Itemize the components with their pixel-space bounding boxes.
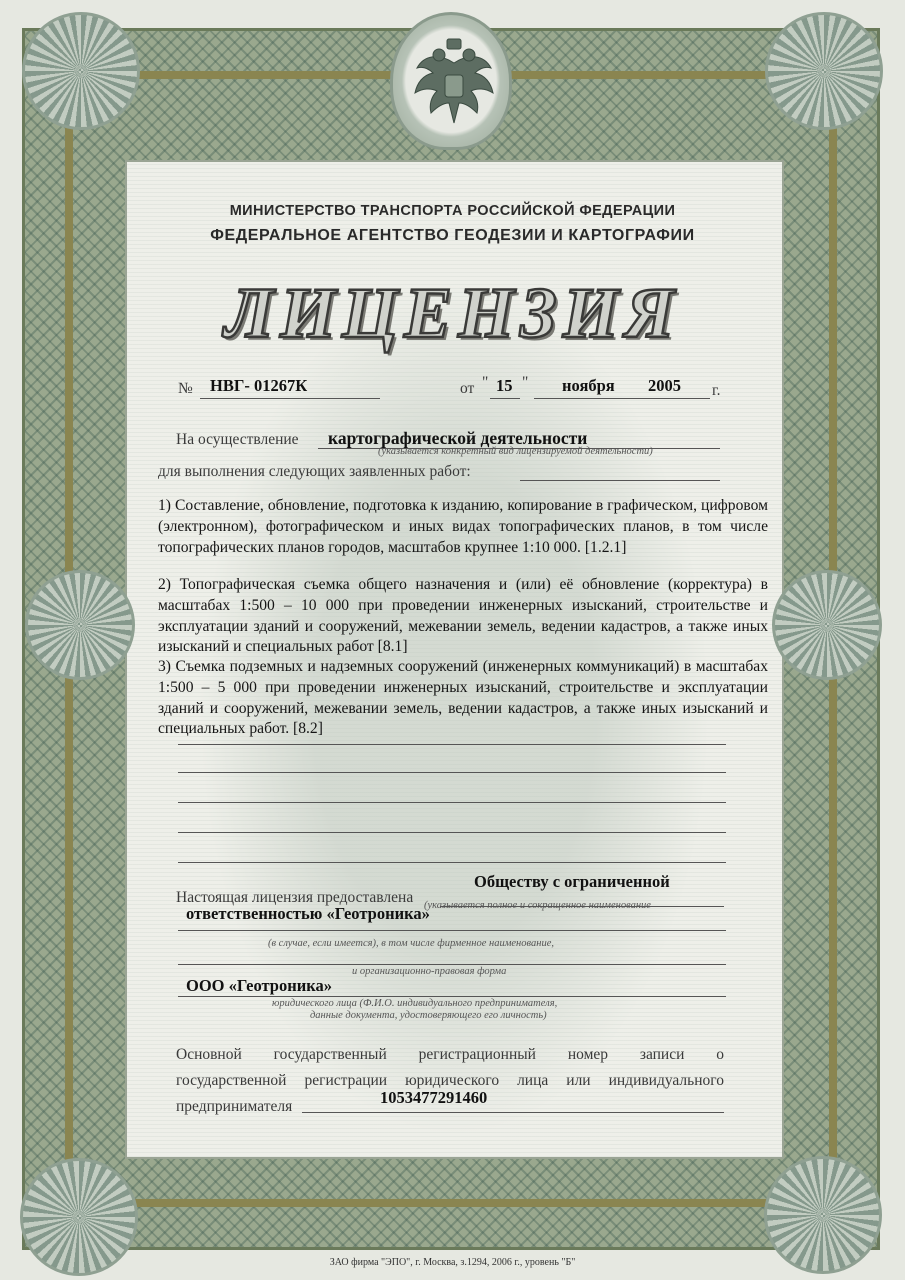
registration-label-3: предпринимателя	[176, 1098, 293, 1115]
document-title: ЛИЦЕНЗИЯ	[224, 273, 681, 353]
agency-title: ФЕДЕРАЛЬНОЕ АГЕНТСТВО ГЕОДЕЗИИ И КАРТОГРАФИИ	[210, 227, 695, 244]
blank-line-5	[178, 862, 726, 863]
day-underline	[490, 398, 520, 399]
grantee-name-line2: ответственностью «Геотроника»	[186, 904, 430, 923]
ministry-title: МИНИСТЕРСТВО ТРАНСПОРТА РОССИЙСКОЙ ФЕДЕРАЦИИ	[229, 203, 676, 219]
works-list-2	[158, 575, 768, 658]
grantee-underline-2	[178, 930, 726, 931]
number-underline	[200, 398, 380, 399]
registration-label-1-text: Основной государственный регистрационный номер записи о	[176, 1046, 724, 1063]
blank-line-2	[178, 772, 726, 773]
grantee-short-name: ООО «Геотроника»	[186, 976, 332, 995]
number-label: №	[178, 380, 193, 397]
grantee-underline-4	[178, 996, 726, 997]
activity-label: На осуществление	[176, 431, 299, 448]
activity-hint: (указывается конкретный вид лицензируемой деятельности)	[378, 446, 653, 457]
date-from-label: от	[460, 380, 475, 397]
works-intro-underline	[520, 480, 720, 481]
work-item-2: 2) Топографическая съемка общего назначения и (или) её обновление (корректура) в масштабах 1:500 – 10 000 при проведении инженерных изысканий, строительстве и эксплуатации зданий и сооружений, межевании земель, ведении кадастров, а также иных изысканий и специальных работ [8.1]	[158, 576, 768, 656]
grantee-hint-3: и организационно-правовая форма	[352, 966, 507, 977]
registration-number: 1053477291460	[380, 1088, 488, 1107]
grantee-hint-1: (указывается полное и сокращенное наименование	[424, 900, 651, 911]
corner-rosette-top-left	[22, 12, 140, 130]
works-list-3	[158, 657, 768, 740]
coat-of-arms-emblem	[390, 12, 512, 150]
grantee-underline-3	[178, 964, 726, 965]
side-rosette-left	[25, 570, 135, 680]
registration-label-2-text: государственной регистрации юридического лица или индивидуального	[176, 1072, 724, 1089]
license-month: ноября	[562, 376, 615, 395]
grantee-label: Настоящая лицензия предоставлена	[176, 889, 414, 906]
works-list	[158, 496, 768, 558]
corner-rosette-top-right	[765, 12, 883, 130]
date-open-quote: "	[482, 374, 489, 391]
works-intro: для выполнения следующих заявленных работ:	[158, 463, 471, 480]
license-day: 15	[496, 376, 513, 395]
grantee-name-line1: Обществу с ограниченной	[474, 872, 670, 891]
license-number: НВГ- 01267К	[210, 376, 308, 395]
registration-underline	[302, 1112, 724, 1113]
registration-label-1	[176, 1046, 724, 1064]
blank-line-4	[178, 832, 726, 833]
year-suffix: г.	[712, 382, 721, 399]
blank-line-3	[178, 802, 726, 803]
printer-footer: ЗАО фирма "ЭПО", г. Москва, з.1294, 2006 г., уровень "Б"	[329, 1257, 576, 1268]
side-rosette-right	[772, 570, 882, 680]
month-year-underline	[534, 398, 710, 399]
grantee-hint-2: (в случае, если имеется), в том числе фирменное наименование,	[268, 938, 554, 949]
work-item-3: 3) Съемка подземных и надземных сооружений (инженерных коммуникаций) в масштабах 1:500 – 5 000 при проведении инженерных изысканий, строительстве и эксплуатации зданий и сооружений, межевании земель, ведении кадастров, а также иных изысканий и специальных работ. [8.2]	[158, 658, 768, 738]
grantee-hint-5: данные документа, удостоверяющего его личность)	[310, 1010, 547, 1021]
license-year: 2005	[648, 376, 681, 395]
double-headed-eagle-icon	[409, 33, 499, 133]
grantee-hint-4: юридического лица (Ф.И.О. индивидуального предпринимателя,	[272, 998, 558, 1009]
date-close-quote: "	[522, 374, 529, 391]
blank-line-1	[178, 744, 726, 745]
activity-value: картографической деятельности	[328, 428, 588, 448]
work-item-1: 1) Составление, обновление, подготовка к изданию, копирование в графическом, цифровом (электронном), фотографическом и иных видах топографических планов, в том числе топографических планов городов, масштабов крупнее 1:10 000. [1.2.1]	[158, 497, 768, 556]
